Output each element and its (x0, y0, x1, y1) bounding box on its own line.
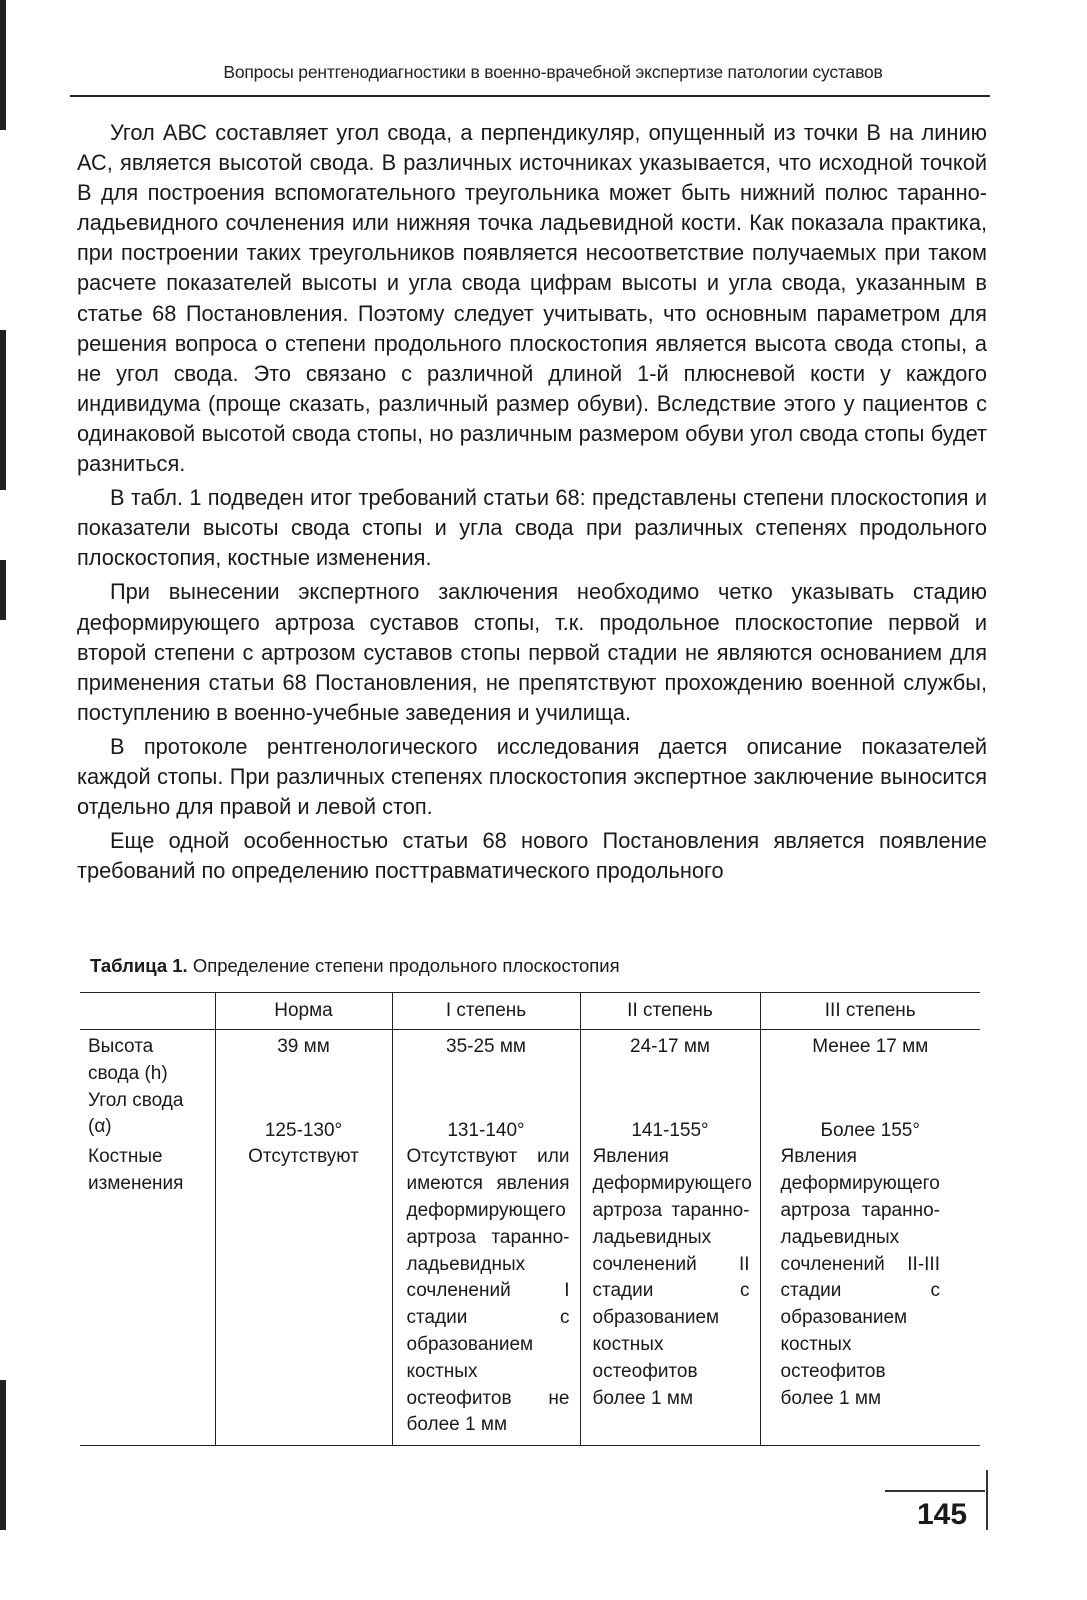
paragraph: Еще одной особенностью статьи 68 нового Постановления является появление требований по определению посттравматического продольного (77, 828, 987, 884)
table-row (80, 1030, 980, 1088)
table-cell: 35-25 мм (392, 1030, 580, 1088)
header-cell-degree-1: I степень (392, 993, 580, 1030)
table-cell: Менее 17 мм (760, 1030, 980, 1088)
flatfoot-degree-table (80, 992, 980, 1446)
page-number-rule (885, 1490, 985, 1492)
page-number-tick (986, 1470, 988, 1530)
table-cell: Явления деформирующего артроза таранно-ладьевидных сочленений II-III стадии с образованием костных остеофитов более 1 мм (760, 1144, 980, 1445)
table-cell: 39 мм (215, 1030, 392, 1088)
table-cell: Более 155° (760, 1088, 980, 1145)
table-cell: 24-17 мм (580, 1030, 760, 1088)
table-row (80, 1144, 980, 1445)
table-caption-label: Таблица 1. (90, 955, 188, 976)
running-head: Вопросы рентгенодиагностики в военно-врачебной экспертизе патологии суставов (223, 62, 883, 82)
header-cell-degree-3: III степень (760, 993, 980, 1030)
table-cell: Отсутствуют или имеются явления деформирующего артроза таранно-ладьевидных сочленений I стадии с образованием костных остеофитов не более 1 мм (392, 1144, 580, 1445)
row-label-arch-angle: Угол свода (α) (88, 1089, 184, 1138)
table-cell: Явления деформирующего артроза таранно-ладьевидных сочленений II стадии с образованием костных остеофитов более 1 мм (580, 1144, 760, 1445)
header-cell (80, 993, 215, 1030)
table-caption (90, 955, 990, 977)
body-text (77, 118, 987, 890)
table-header-row (80, 993, 980, 1030)
paragraph: В табл. 1 подведен итог требований статьи 68: представлены степени плоскостопия и показатели высоты свода стопы и угла свода при различных степенях продольного плоскостопия, костные изменения. (77, 485, 987, 571)
table-cell: Отсутствуют (215, 1144, 392, 1445)
paragraph: При вынесении экспертного заключения необходимо четко указывать стадию деформирующего артроза суставов стопы, т.к. продольное плоскостопие первой и второй степени с артрозом суставов стопы первой стадии не являются основанием для применения статьи 68 Постановления, не препятствуют прохождению военной службы, поступлению в военно-учебные заведения и училища. (77, 579, 987, 725)
header-cell-norm: Норма (215, 993, 392, 1030)
table-caption-text: Определение степени продольного плоскостопия (192, 955, 620, 976)
scan-edge-mark (0, 560, 6, 620)
paragraph: В протоколе рентгенологического исследования дается описание показателей каждой стопы. При различных степенях плоскостопия экспертное заключение выносится отдельно для правой и левой стоп. (77, 733, 987, 820)
row-label-bone-changes: Костные изменения (80, 1144, 215, 1445)
row-label-arch-height: Высота свода (h) (88, 1036, 168, 1084)
scan-edge-mark (0, 0, 6, 130)
scan-edge-mark (0, 330, 6, 490)
table-cell: 141-155° (580, 1088, 760, 1145)
page-number: 145 (917, 1498, 968, 1531)
running-head-rule (70, 95, 990, 97)
table-cell: 125-130° (215, 1088, 392, 1145)
table-cell: 131-140° (392, 1088, 580, 1145)
scan-edge-mark (0, 1380, 6, 1530)
table-row (80, 1088, 980, 1145)
header-cell-degree-2: II степень (580, 993, 760, 1030)
paragraph: Угол АВС составляет угол свода, а перпендикуляр, опущенный из точки В на линию АС, является высотой свода. В различных источниках указывается, что исходной точкой В для построения вспомогательного треугольника может быть нижний полюс таранно-ладьевидного сочленения или нижняя точка ладьевидной кости. Как показала практика, при построении таких треугольников появляется несоответствие получаемых при таком расчете показателей высоты и угла свода цифрам высоты и угла свода, указанным в статье 68 Постановления. Поэтому следует учитывать, что основным параметром для решения вопроса о степени продольного плоскостопия является высота свода стопы, а не угол свода. Это связано с различной длиной 1-й плюсневой кости у каждого индивидума (проще сказать, различный размер обуви). Вследствие этого у пациентов с одинаковой высотой свода стопы, но различным размером обуви угол свода стопы будет разниться. (77, 120, 987, 477)
